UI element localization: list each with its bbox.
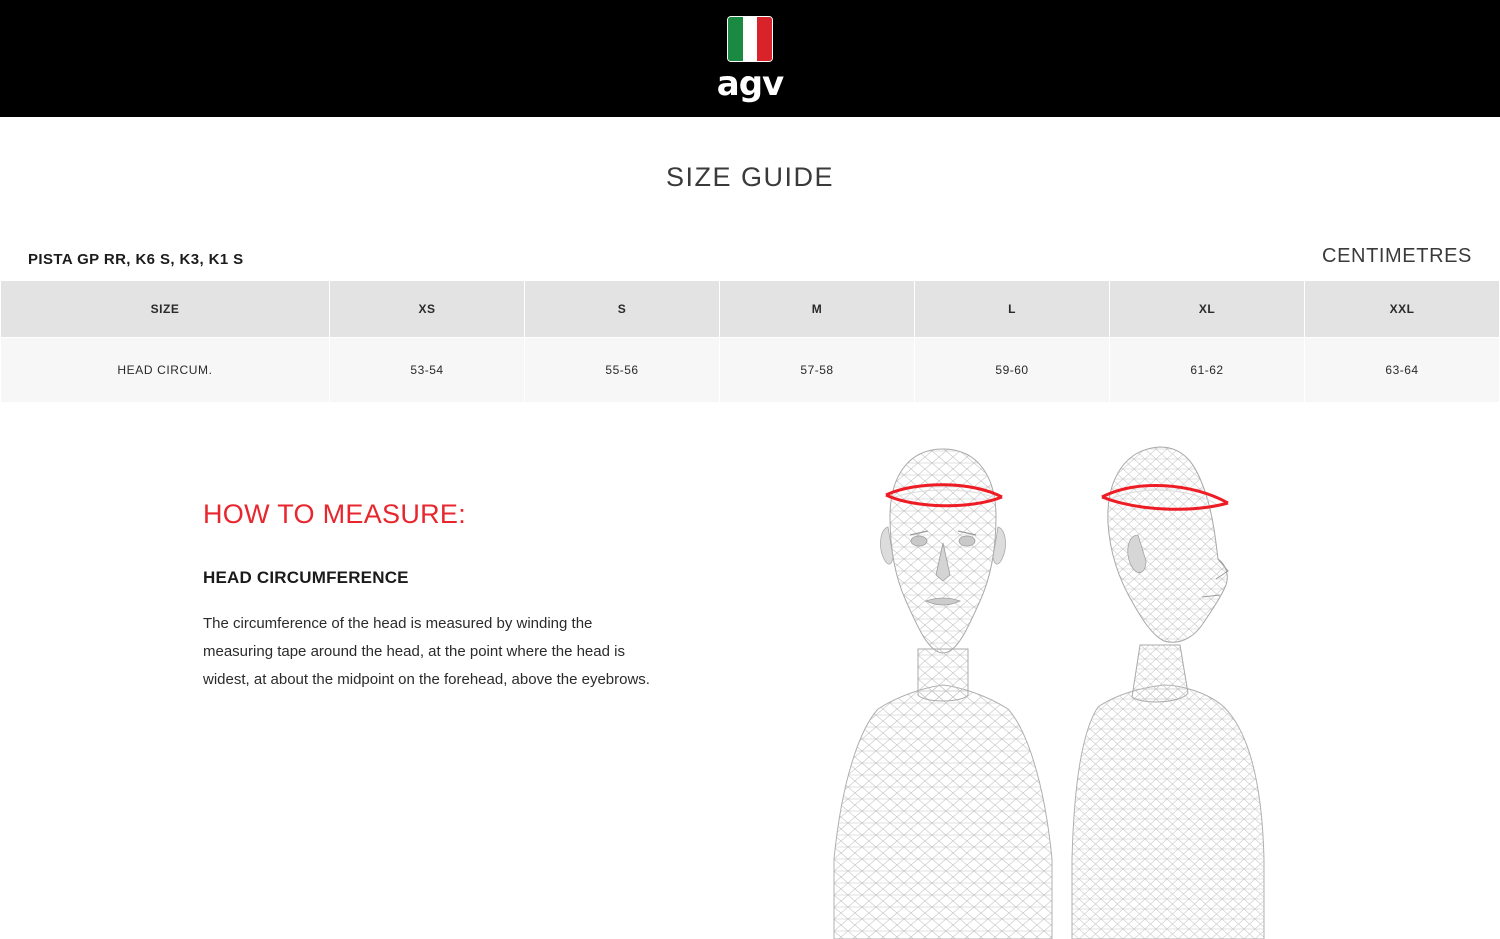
cell-head-circum-xxl: 63-64	[1305, 338, 1500, 403]
cell-head-circum-m: 57-58	[720, 338, 915, 403]
size-chart-table	[0, 280, 1500, 403]
cell-head-circum-xs: 53-54	[330, 338, 525, 403]
column-header-s: S	[525, 281, 720, 338]
column-header-xl: XL	[1110, 281, 1305, 338]
how-to-measure-heading: HOW TO MEASURE:	[203, 499, 467, 529]
row-label-head-circumference: HEAD CIRCUM.	[1, 338, 330, 403]
front-view-figure	[834, 449, 1052, 939]
agv-italian-flag-shield-icon	[727, 16, 773, 62]
column-header-m: M	[720, 281, 915, 338]
page-title: SIZE GUIDE	[665, 162, 835, 192]
how-to-measure-section	[0, 499, 1500, 694]
measure-description: The circumference of the head is measured by winding the measuring tape around the head, at the point where the head is widest, at about the midpoint on the forehead, above the eyebrows.	[203, 615, 650, 688]
agv-wordmark: agv	[716, 63, 784, 104]
agv-logo[interactable]	[704, 16, 796, 102]
units-label: CENTIMETRES	[1322, 245, 1472, 267]
wireframe-figures-svg	[820, 439, 1340, 939]
model-name: PISTA GP RR, K6 S, K3, K1 S	[28, 251, 244, 268]
head-measurement-wireframe-illustration	[820, 439, 1340, 879]
column-header-l: L	[915, 281, 1110, 338]
cell-head-circum-l: 59-60	[915, 338, 1110, 403]
table-row	[1, 338, 1500, 403]
cell-head-circum-xl: 61-62	[1110, 338, 1305, 403]
measure-text-column	[28, 499, 668, 694]
side-view-figure	[1072, 447, 1264, 939]
site-header	[0, 0, 1500, 117]
column-header-xs: XS	[330, 281, 525, 338]
cell-head-circum-s: 55-56	[525, 338, 720, 403]
measure-subtitle: HEAD CIRCUMFERENCE	[203, 568, 409, 587]
column-header-xxl: XXL	[1305, 281, 1500, 338]
table-header-row	[1, 281, 1500, 338]
model-units-row	[0, 245, 1500, 268]
column-header-size: SIZE	[1, 281, 330, 338]
